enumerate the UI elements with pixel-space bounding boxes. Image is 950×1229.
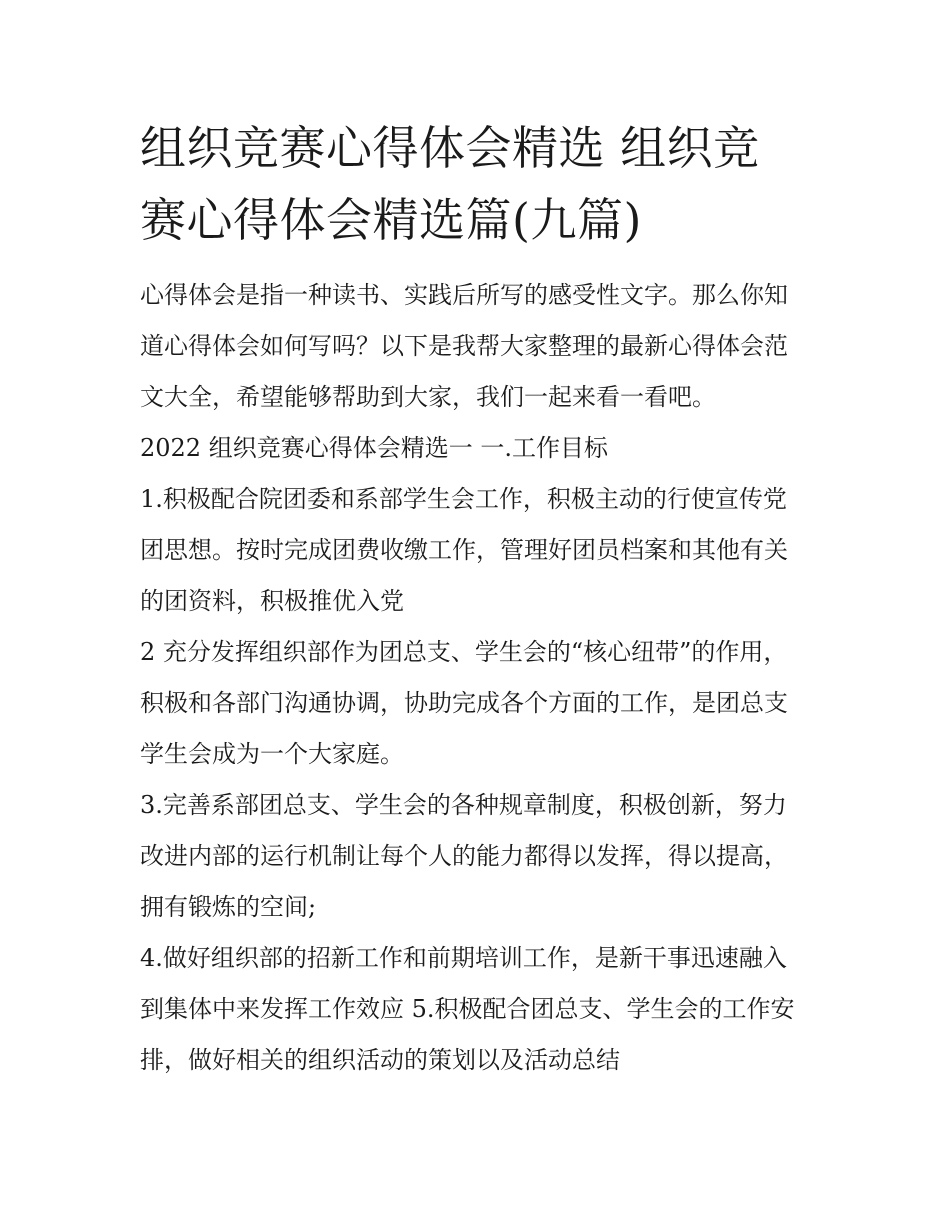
list-item-4-5: 4.做好组织部的招新工作和前期培训工作，是新干事迅速融入 到集体中来发挥工作效应 5.积极配合团总支、学生会的工作安 排，做好相关的组织活动的策划以及活动总结 — [140, 944, 795, 1074]
list-item-3: 3.完善系部团总支、学生会的各种规章制度，积极创新，努力 改进内部的运行机制让每个人的能力都得以发挥，得以提高， 拥有锻炼的空间; — [140, 791, 788, 921]
document-title: 组织竞赛心得体会精选 组织竞 赛心得体会精选篇(九篇) — [140, 121, 760, 247]
intro-paragraph: 心得体会是指一种读书、实践后所写的感受性文字。那么你知 道心得体会如何写吗？以下是我帮大家整理的最新心得体会范 文大全，希望能够帮助到大家，我们一起来看一看吧。 — [140, 281, 788, 411]
section-heading: 2022 组织竞赛心得体会精选一 一.工作目标 — [140, 434, 608, 462]
document-page — [140, 112, 820, 1086]
list-item-1: 1.积极配合院团委和系部学生会工作，积极主动的行使宣传党 团思想。按时完成团费收缴工作，管理好团员档案和其他有关 的团资料，积极推优入党 — [140, 485, 788, 615]
document-body — [140, 270, 820, 1086]
list-item-2: 2 充分发挥组织部作为团总支、学生会的“核心纽带”的作用， 积极和各部门沟通协调，协助完成各个方面的工作，是团总支 学生会成为一个大家庭。 — [140, 638, 788, 768]
